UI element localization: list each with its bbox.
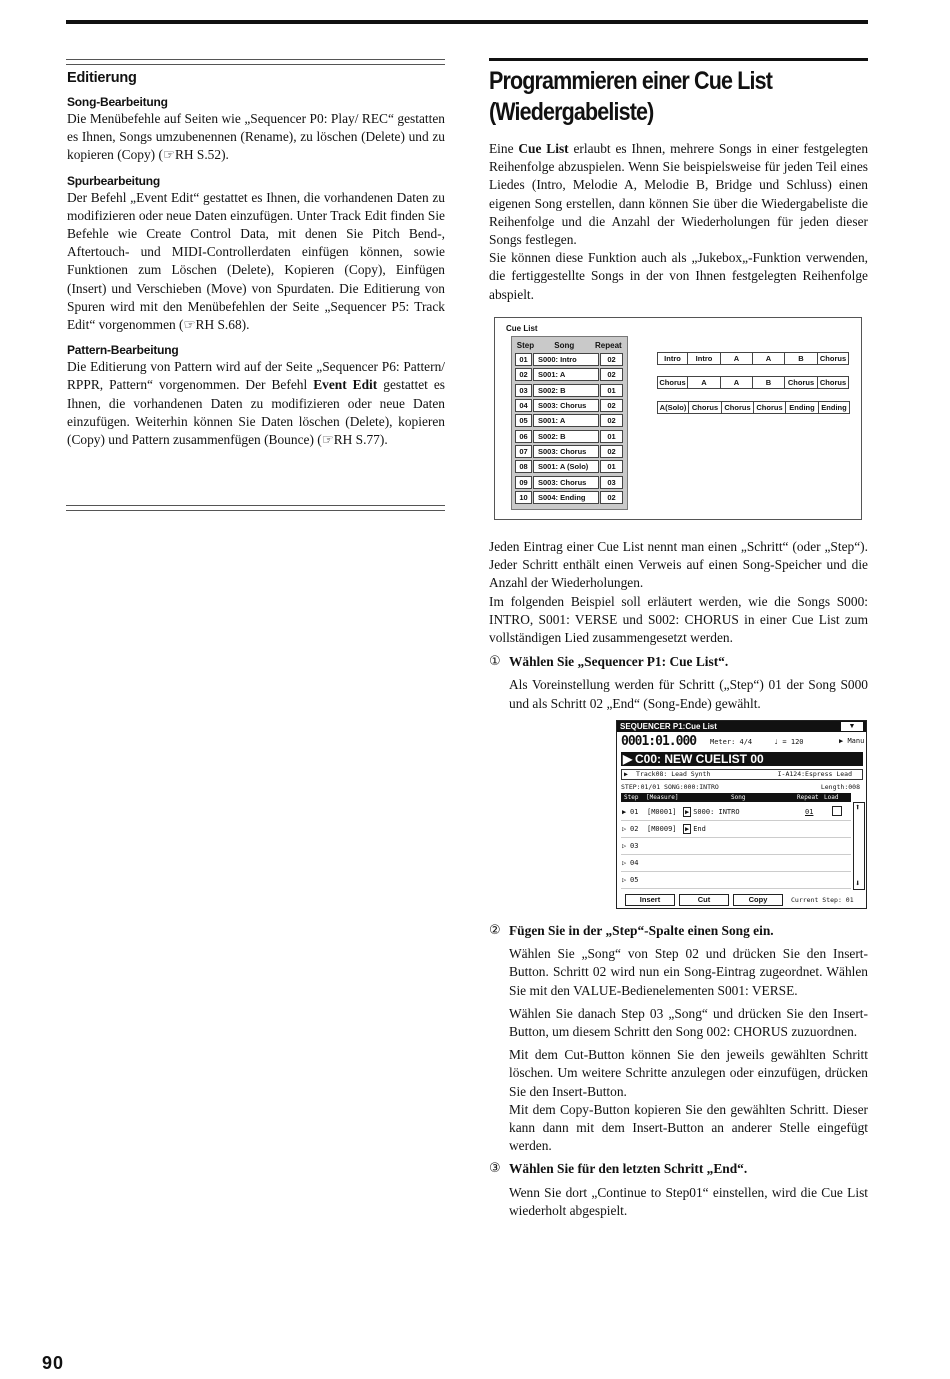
example-explanation: Im folgenden Beispiel soll erläutert werden, wie die Songs S000: INTRO, S001: VERSE und S002: CHORUS in einer Cue List zum vollständigen Lied zusammengesetzt werden. bbox=[489, 593, 868, 646]
song-part-cell: A bbox=[721, 352, 753, 365]
cue-table-row bbox=[515, 474, 624, 489]
cue-step-cell: 07 bbox=[515, 445, 532, 458]
track-editing-text: Der Befehl „Event Edit“ gestattet es Ihnen, die vorhandenen Daten zu modifizieren oder neue Daten einzufügen. Unter Track Edit finden Sie Befehle wie Create Control Data, mit denen Sie Pitch Bend-, Aftertouch- und MIDI-Controllerdaten einfügen können, sowie Funktionen zum Löschen (Delete), Kopieren (Copy), Einfügen (Insert) und Verschieben (Move) von Spurdaten. Die Editierung von Spuren wird mit den Menübefehlen der Seite „Sequencer P5: Track Edit“ vorgenommen (☞RH S.68). bbox=[67, 189, 445, 333]
song-part-cell: A(Solo) bbox=[657, 401, 689, 414]
tempo-mode[interactable]: ▶ Manu bbox=[839, 737, 865, 745]
cue-step-cell: 08 bbox=[515, 460, 532, 473]
left-column bbox=[67, 70, 445, 449]
cue-repeat-cell: 02 bbox=[600, 414, 623, 427]
track-editing-heading: Spurbearbeitung bbox=[67, 173, 161, 188]
step-song[interactable]: ▶ S000: INTRO bbox=[685, 808, 740, 816]
cue-table-row bbox=[515, 352, 624, 367]
steps-continued bbox=[489, 922, 868, 1220]
song-part-cell: Chorus bbox=[689, 401, 722, 414]
cue-song-cell: S001: A bbox=[533, 414, 599, 427]
song-editing-heading: Song-Bearbeitung bbox=[67, 95, 168, 109]
cue-repeat-cell: 02 bbox=[600, 353, 623, 366]
step-triangle-icon: ▷ bbox=[622, 876, 627, 884]
cue-step-row[interactable] bbox=[621, 872, 851, 889]
title-line-2: (Wiedergabeliste) bbox=[489, 98, 654, 126]
diagram-title: Cue List bbox=[506, 324, 538, 333]
cue-table-row bbox=[515, 413, 624, 428]
cue-repeat-cell: 02 bbox=[600, 491, 623, 504]
header-repeat: Repeat bbox=[595, 341, 622, 350]
cue-song-cell: S000: Intro bbox=[533, 353, 599, 366]
parts-row-3 bbox=[657, 401, 850, 414]
title-line-1: Programmieren einer Cue List bbox=[489, 67, 772, 95]
cuelist-name[interactable]: ▶ C00: NEW CUELIST 00 bbox=[621, 752, 863, 766]
cue-table bbox=[511, 336, 628, 510]
cue-repeat-cell: 02 bbox=[600, 368, 623, 381]
cue-step-row[interactable] bbox=[621, 804, 851, 821]
step-number: 01 bbox=[630, 808, 639, 816]
cue-table-rows bbox=[515, 352, 624, 505]
song-part-cell: Chorus bbox=[818, 352, 849, 365]
current-step: Current Step: 01 bbox=[791, 895, 854, 904]
step-1-heading: ① Wählen Sie „Sequencer P1: Cue List“. bbox=[489, 653, 868, 671]
cue-repeat-cell: 01 bbox=[600, 430, 623, 443]
screen-buttons bbox=[621, 893, 864, 906]
pattern-editing-heading: Pattern-Bearbeitung bbox=[67, 343, 179, 358]
page-number: 90 bbox=[42, 1353, 65, 1373]
editing-heading: Editierung bbox=[67, 70, 137, 86]
step-repeat[interactable]: 01 bbox=[805, 808, 814, 816]
song-part-cell: Chorus bbox=[818, 376, 849, 389]
step-1-text: Als Voreinstellung werden für Schritt („Step“) 01 der Song S000 und als Schritt 02 „End“ (Song-Ende) gewählt. bbox=[509, 677, 868, 711]
song-part-cell: Chorus bbox=[722, 401, 754, 414]
song-part-cell: Chorus bbox=[785, 376, 818, 389]
left-top-rule-2 bbox=[66, 64, 445, 65]
cue-list-diagram bbox=[494, 317, 862, 520]
song-position: 0001:01.000 bbox=[621, 734, 697, 749]
step-3-text: Wenn Sie dort „Continue to Step01“ einstellen, wird die Cue List wiederholt abgespielt. bbox=[509, 1184, 868, 1218]
page-menu-icon[interactable]: ▼ bbox=[841, 722, 863, 731]
cue-table-row bbox=[515, 383, 624, 398]
song-part-cell: Intro bbox=[657, 352, 688, 365]
step-2-text-1: Wählen Sie „Song“ von Step 02 und drücken Sie den Insert-Button. Schritt 02 wird nun ein Song-Eintrag zugeordnet. Wählen Sie mit den VALUE-Bedienelementen S001: VERSE. bbox=[509, 946, 868, 998]
copy-button[interactable]: Copy bbox=[733, 894, 783, 906]
step-number: 05 bbox=[630, 876, 639, 884]
parts-row-2 bbox=[657, 376, 849, 389]
list-header: Step [Measure] Song Repeat Load FX? bbox=[621, 793, 851, 802]
cue-table-row bbox=[515, 367, 624, 382]
cue-song-cell: S002: B bbox=[533, 430, 599, 443]
cue-step-cell: 01 bbox=[515, 353, 532, 366]
cue-step-cell: 02 bbox=[515, 368, 532, 381]
cue-step-cell: 06 bbox=[515, 430, 532, 443]
scrollbar[interactable] bbox=[853, 802, 865, 890]
cue-song-cell: S001: A (Solo) bbox=[533, 460, 599, 473]
play-triangle-icon: ▶ bbox=[624, 770, 628, 778]
header-song: Song bbox=[554, 341, 575, 350]
cue-step-cell: 04 bbox=[515, 399, 532, 412]
step-song[interactable]: ▶ End bbox=[685, 825, 706, 833]
step-triangle-icon: ▷ bbox=[622, 825, 627, 833]
step-3-heading: ③ Wählen Sie für den letzten Schritt „End“. bbox=[489, 1160, 868, 1178]
parts-row-1 bbox=[657, 352, 849, 365]
cue-repeat-cell: 02 bbox=[600, 445, 623, 458]
cue-song-cell: S002: B bbox=[533, 384, 599, 397]
song-part-cell: B bbox=[785, 352, 818, 365]
cue-repeat-cell: 03 bbox=[600, 476, 623, 489]
title-rule bbox=[489, 58, 868, 61]
screen-title-bar: SEQUENCER P1:Cue List ▼ bbox=[617, 721, 866, 732]
cue-repeat-cell: 01 bbox=[600, 460, 623, 473]
step-1-number: ① bbox=[489, 654, 501, 670]
cue-step-cell: 10 bbox=[515, 491, 532, 504]
left-bottom-rule-2 bbox=[66, 510, 445, 511]
song-part-cell: A bbox=[721, 376, 753, 389]
song-part-cell: Chorus bbox=[657, 376, 688, 389]
load-fx-checkbox[interactable] bbox=[832, 806, 842, 816]
track-program: I-A124:Espress Lead bbox=[777, 770, 852, 778]
steps-block bbox=[489, 538, 868, 713]
cue-step-row[interactable] bbox=[621, 838, 851, 855]
cue-table-row bbox=[515, 428, 624, 443]
arrow-up-icon[interactable]: ⬆ bbox=[855, 803, 861, 813]
cue-step-cell: 09 bbox=[515, 476, 532, 489]
intro-block bbox=[489, 140, 868, 304]
step-2-text-3: Mit dem Cut-Button können Sie den jeweils gewählten Schritt löschen. Um weitere Schritte anzulegen oder einzufügen, drücken Sie den Insert-Button. bbox=[509, 1047, 868, 1099]
song-part-cell: A bbox=[688, 376, 721, 389]
song-part-cell: Intro bbox=[688, 352, 721, 365]
step-2-heading: ② Fügen Sie in der „Step“-Spalte einen Song ein. bbox=[489, 922, 868, 940]
cue-table-header bbox=[515, 339, 624, 352]
cue-table-row bbox=[515, 490, 624, 505]
sequencer-screen bbox=[616, 720, 867, 909]
cue-table-row bbox=[515, 459, 624, 474]
length: Length:008 bbox=[820, 783, 860, 791]
step-info: STEP:01/01 SONG:000:INTRO Length:008 bbox=[621, 783, 860, 791]
insert-button[interactable]: Insert bbox=[625, 894, 675, 906]
cue-repeat-cell: 01 bbox=[600, 384, 623, 397]
song-editing-text: Die Menübefehle auf Seiten wie „Sequencer P0: Play/ REC“ gestatten es Ihnen, Songs umzubenennen (Rename), zu löschen (Delete) und zu kopieren (Copy) (☞RH S.52). bbox=[67, 111, 445, 163]
song-part-cell: A bbox=[753, 352, 785, 365]
cue-step-cell: 03 bbox=[515, 384, 532, 397]
intro-paragraph: Eine Cue List erlaubt es Ihnen, mehrere Songs in einer festgelegten Reihenfolge abzuspielen. Wenn Sie beispielsweise für jeden Teil eines Liedes (Intro, Melodie A, Melodie B, Bridge und Schluss) einen eigenen Song erstellen, dann können Sie über die Wiedergabeliste die Reihenfolge und die Anzahl der Wiederholungen für jeden dieser Songs festlegen. bbox=[489, 141, 869, 248]
tempo[interactable]: ♩ = 120 bbox=[774, 738, 804, 746]
step-3-number: ③ bbox=[489, 1161, 501, 1177]
song-part-cell: Chorus bbox=[754, 401, 786, 414]
step-2-number: ② bbox=[489, 923, 501, 938]
cue-table-row bbox=[515, 398, 624, 413]
step-number: 04 bbox=[630, 859, 639, 867]
cue-step-row[interactable] bbox=[621, 821, 851, 838]
left-bottom-rule-1 bbox=[66, 505, 445, 506]
arrow-down-icon[interactable]: ⬇ bbox=[855, 879, 861, 889]
cue-step-row[interactable] bbox=[621, 855, 851, 872]
track-select[interactable]: ▶ Track08: Lead Synth I-A124:Espress Lead bbox=[621, 769, 863, 780]
song-part-cell: B bbox=[753, 376, 785, 389]
cue-song-cell: S003: Chorus bbox=[533, 445, 599, 458]
step-triangle-icon: ▷ bbox=[622, 859, 627, 867]
play-triangle-icon: ▶ bbox=[623, 752, 633, 766]
step-triangle-icon: ▷ bbox=[622, 842, 627, 850]
cue-song-cell: S003: Chorus bbox=[533, 476, 599, 489]
cue-step-list bbox=[621, 804, 851, 889]
top-rule bbox=[66, 20, 868, 24]
step-measure: [M0001] bbox=[647, 808, 677, 816]
step-explanation: Jeden Eintrag einer Cue List nennt man einen „Schritt“ (oder „Step“). Jeder Schritt enthält einen Verweis auf einen Song-Speicher und die Anzahl der Wiederholungen. bbox=[489, 539, 868, 591]
cue-song-cell: S003: Chorus bbox=[533, 399, 599, 412]
cue-repeat-cell: 02 bbox=[600, 399, 623, 412]
step-measure: [M0009] bbox=[647, 825, 677, 833]
section-title bbox=[489, 66, 868, 128]
step-2-text-4: Mit dem Copy-Button kopieren Sie den gewählten Schritt. Dieser kann dann mit dem Insert-Button an anderer Stelle eingefügt werden. bbox=[509, 1101, 868, 1154]
jukebox-paragraph: Sie können diese Funktion auch als „Jukebox„-Funktion verwenden, die fertiggestellte Songs in der von Ihnen festgelegten Reihenfolge abspielt. bbox=[489, 250, 868, 302]
step-number: 02 bbox=[630, 825, 639, 833]
cue-song-cell: S004: Ending bbox=[533, 491, 599, 504]
cue-song-cell: S001: A bbox=[533, 368, 599, 381]
cut-button[interactable]: Cut bbox=[679, 894, 729, 906]
song-part-cell: Ending bbox=[819, 401, 850, 414]
step-2-text-2: Wählen Sie danach Step 03 „Song“ und drücken Sie den Insert-Button, um diesem Schritt den Song 002: CHORUS zuzuordnen. bbox=[509, 1005, 868, 1040]
left-top-rule-1 bbox=[66, 59, 445, 60]
step-number: 03 bbox=[630, 842, 639, 850]
cue-step-cell: 05 bbox=[515, 414, 532, 427]
header-step: Step bbox=[516, 341, 535, 350]
meter: Meter: 4/4 bbox=[710, 738, 753, 746]
song-part-cell: Ending bbox=[786, 401, 819, 414]
cue-table-row bbox=[515, 444, 624, 459]
step-triangle-icon: ▶ bbox=[622, 808, 627, 816]
pattern-editing-text: Die Editierung von Pattern wird auf der Seite „Sequencer P6: Pattern/ RPPR, Pattern“ vorgenommen. Der Befehl Event Edit gestattet es Ihnen, die vorhandenen Daten zu modifizieren oder neue Daten einzufügen. Weiterhin können Sie Daten löschen (Delete), kopieren (Copy) und Pattern zusammenfügen (Bounce) (☞RH S.77). bbox=[67, 359, 446, 448]
